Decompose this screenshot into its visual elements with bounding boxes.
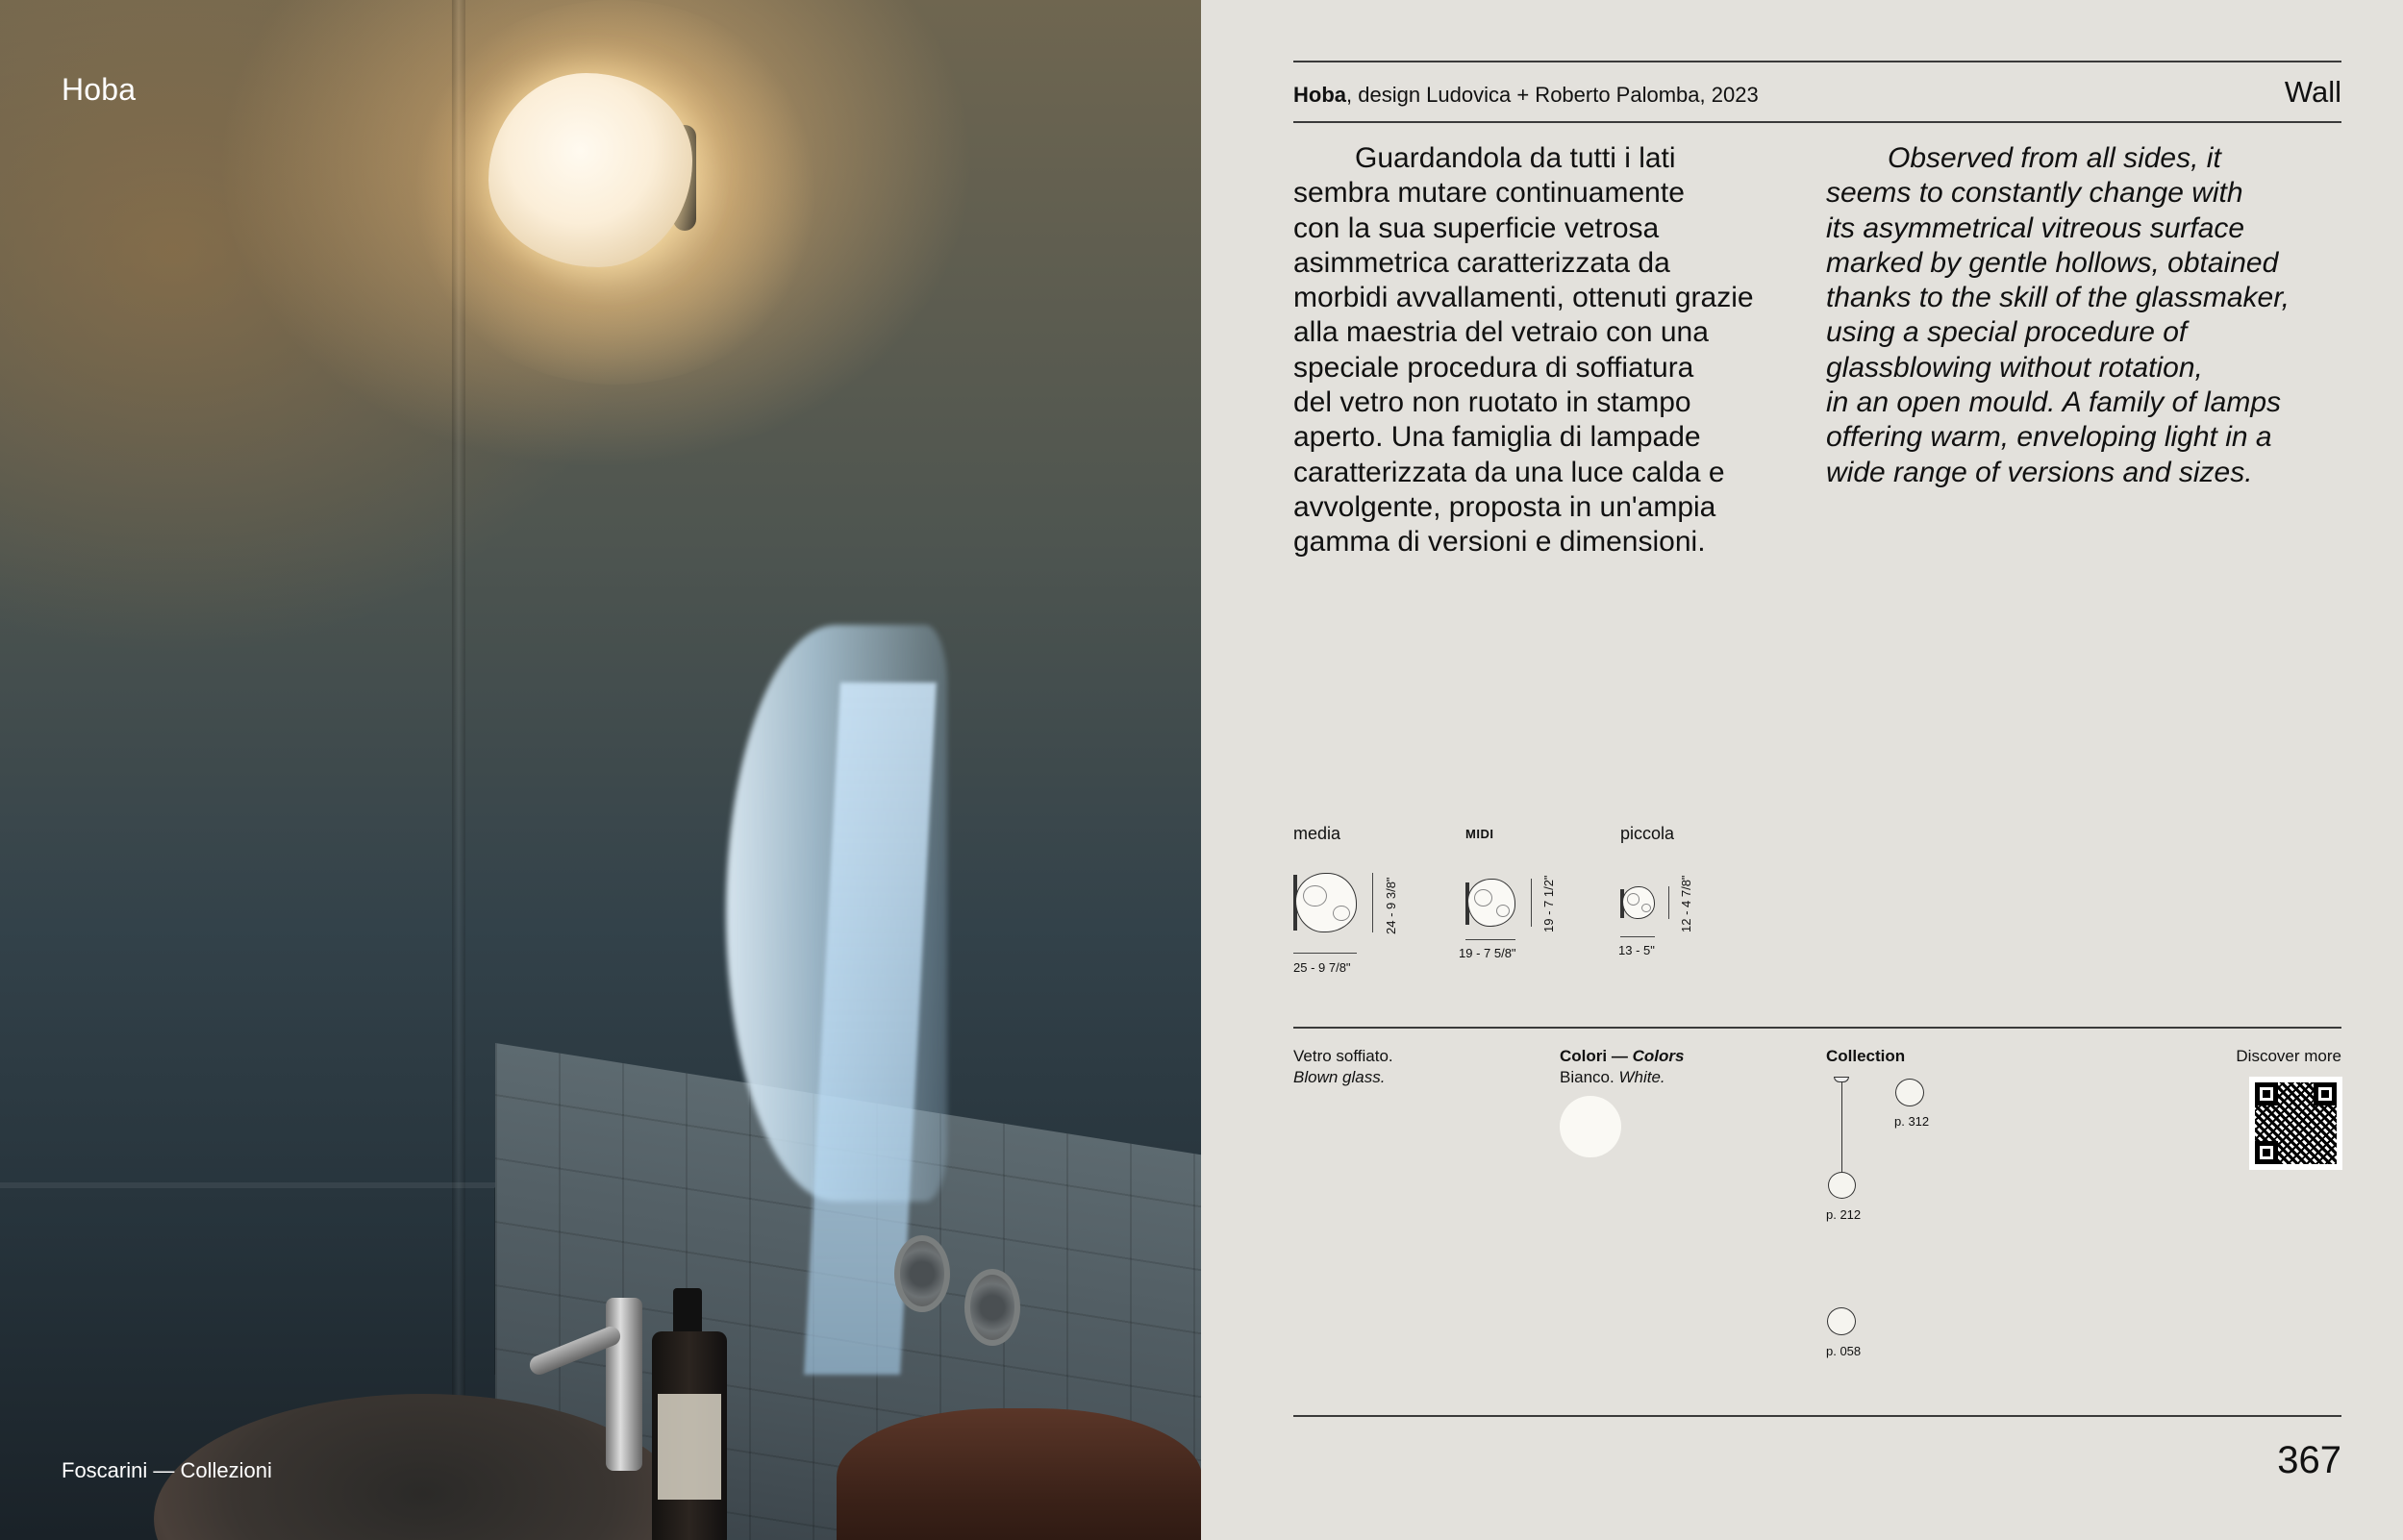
size-height: 19 - 7 1/2" (1541, 875, 1556, 932)
colors-separator: — (1607, 1047, 1633, 1065)
product-header (1293, 83, 1759, 108)
floor-lamp-icon[interactable] (1827, 1307, 1856, 1335)
dimension-line (1372, 873, 1373, 932)
description-line: avvolgente, proposta in un'ampia (1293, 490, 1716, 523)
photo-footer: Foscarini — Collezioni (62, 1458, 272, 1482)
description-line: its asymmetrical vitreous surface (1826, 211, 2245, 244)
qr-finder (2314, 1082, 2337, 1105)
table-lamp-icon[interactable] (1895, 1079, 1924, 1106)
product-page (1201, 0, 2403, 1540)
description-line: thanks to the skill of the glassmaker, (1826, 282, 2290, 314)
dimension-line (1620, 936, 1655, 937)
product-photo (0, 0, 1201, 1540)
description-line: seems to constantly change with (1826, 177, 2243, 210)
qr-code-icon[interactable] (2249, 1077, 2342, 1170)
collection-heading (1826, 1046, 1905, 1067)
colors-info (1560, 1046, 1684, 1088)
color-value-en: White. (1618, 1068, 1665, 1086)
category-label: Wall (2284, 75, 2341, 109)
lamp-drawing-media (1295, 873, 1357, 932)
pendant-lamp-icon[interactable] (1828, 1172, 1856, 1199)
pendant-cord-icon (1841, 1081, 1842, 1176)
faucet (606, 1298, 642, 1471)
colors-heading-it: Colori (1560, 1047, 1608, 1065)
hoba-lamp-globe (488, 73, 692, 267)
qr-finder (2255, 1141, 2278, 1164)
size-media (1293, 824, 1340, 844)
collection-page-pendant[interactable]: p. 212 (1826, 1207, 1862, 1222)
lamp-drawing-piccola (1622, 886, 1655, 919)
size-width: 25 - 9 7/8" (1293, 960, 1351, 975)
colors-heading-en: Colors (1632, 1047, 1685, 1065)
description-line: using a special procedure of (1826, 316, 2188, 349)
description-line: gamma di versioni e dimensioni. (1293, 526, 1706, 559)
discover-more-label: Discover more (2236, 1047, 2341, 1065)
size-midi (1465, 827, 1493, 841)
color-value-it: Bianco. (1560, 1068, 1615, 1086)
footer-rule (1293, 1415, 2341, 1417)
description-line: wide range of versions and sizes. (1826, 456, 2253, 488)
collection-heading-text: Collection (1826, 1047, 1906, 1065)
size-width: 13 - 5" (1618, 943, 1655, 957)
color-swatch-white (1560, 1096, 1621, 1157)
description-line: morbidi avvallamenti, ottenuti grazie (1293, 282, 1754, 314)
soap-bottle-label (658, 1394, 721, 1500)
description-line: marked by gentle hollows, obtained (1826, 246, 2279, 279)
description-line: con la sua superficie vetrosa (1293, 211, 1660, 244)
description-line: caratterizzata da una luce calda e (1293, 456, 1725, 488)
dimension-line (1668, 886, 1669, 919)
description-line: in an open mould. A family of lamps (1826, 386, 2282, 419)
description-line: speciale procedura di soffiatura (1293, 351, 1694, 384)
description-line: alla maestria del vetraio con una (1293, 316, 1709, 349)
material-en: Blown glass. (1293, 1068, 1386, 1086)
description-line: sembra mutare continuamente (1293, 177, 1685, 210)
description-line: Observed from all sides, it (1888, 142, 2221, 174)
header-rule (1293, 121, 2341, 123)
collection-page-floor[interactable]: p. 058 (1826, 1344, 1862, 1358)
material-info (1293, 1046, 1393, 1088)
lamp-drawing-midi (1467, 879, 1515, 927)
description-line: aperto. Una famiglia di lampade (1293, 421, 1701, 454)
size-name: media (1293, 824, 1341, 843)
wall-switch (964, 1269, 1020, 1346)
description-line: asimmetrica caratterizzata da (1293, 246, 1670, 279)
photo-title: Hoba (62, 72, 137, 107)
description-italian (1293, 141, 1813, 560)
size-width: 19 - 7 5/8" (1459, 946, 1516, 960)
size-name: MIDI (1465, 827, 1494, 841)
size-height: 12 - 4 7/8" (1679, 875, 1693, 932)
product-name: Hoba (1293, 83, 1346, 107)
collection-page-table[interactable]: p. 312 (1894, 1114, 1930, 1129)
qr-finder (2255, 1082, 2278, 1105)
wall-moulding (0, 1182, 500, 1375)
dimension-line (1531, 879, 1532, 927)
soap-bottle-pump (673, 1288, 702, 1336)
description-line: glassblowing without rotation, (1826, 351, 2203, 384)
size-height: 24 - 9 3/8" (1384, 877, 1398, 934)
top-rule (1293, 61, 2341, 62)
material-it: Vetro soffiato. (1293, 1047, 1393, 1065)
vase (837, 1408, 1201, 1540)
description-line: del vetro non ruotato in stampo (1293, 386, 1691, 419)
product-credit: , design Ludovica + Roberto Palomba, 2023 (1346, 83, 1759, 107)
description-line: Guardandola da tutti i lati (1355, 142, 1676, 174)
size-piccola (1620, 824, 1674, 844)
dimension-line (1293, 953, 1357, 954)
description-english (1826, 141, 2345, 490)
wall-switch (894, 1235, 950, 1312)
size-name: piccola (1620, 824, 1675, 843)
description-line: offering warm, enveloping light in a (1826, 421, 2272, 454)
info-rule (1293, 1027, 2341, 1029)
dimension-line (1465, 939, 1515, 940)
page-number: 367 (2277, 1439, 2341, 1481)
